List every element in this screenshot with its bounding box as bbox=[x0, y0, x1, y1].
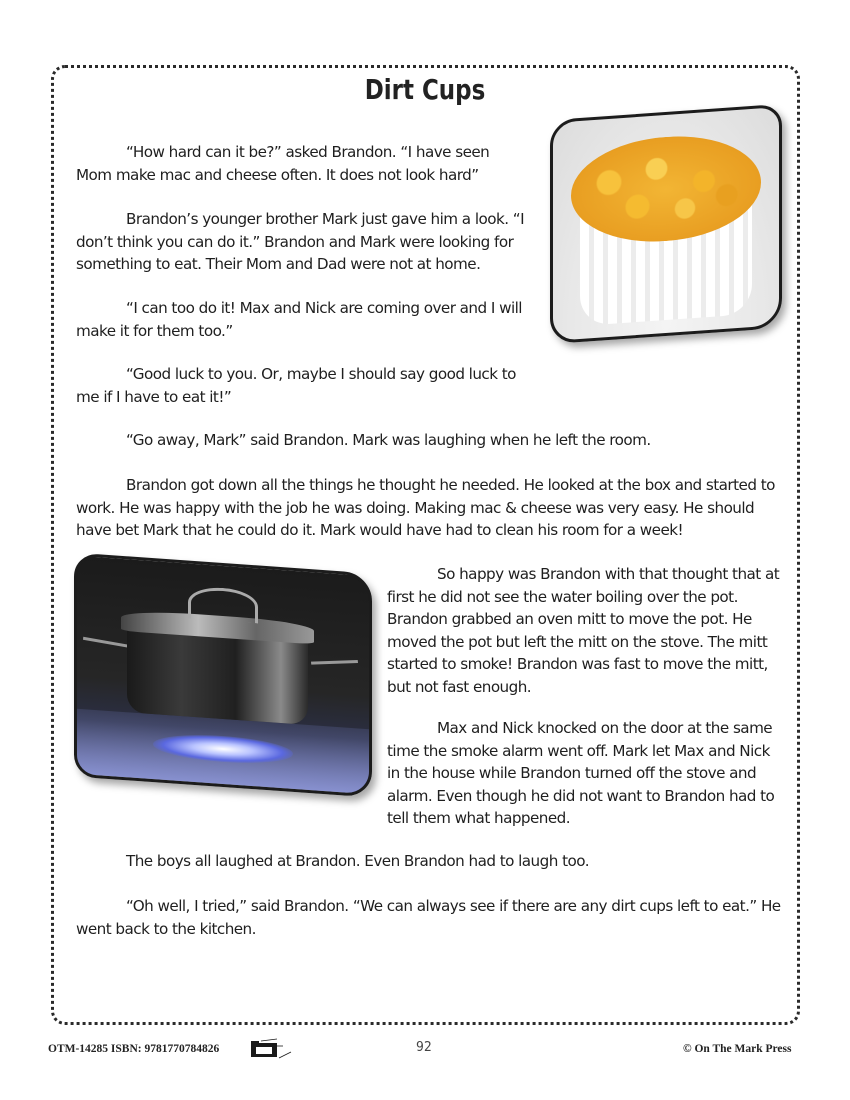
story-paragraph: Brandon got down all the things he thought he needed. He looked at the box and started to work. He was happy with the job he was doing. Making mac & cheese was very easy. He should have bet Mark that he could do it. Mark would have had to clean his room for a week! bbox=[76, 476, 775, 539]
story-paragraph: “How hard can it be?” asked Brandon. “I have seen Mom make mac and cheese often. It does not look hard” bbox=[76, 143, 490, 184]
pot-handle-left bbox=[83, 637, 130, 648]
story-paragraph: “Oh well, I tried,” said Brandon. “We can always see if there are any dirt cups left to eat.” He went back to the kitchen. bbox=[76, 897, 781, 938]
page-number: 92 bbox=[416, 1040, 432, 1055]
story-paragraph: The boys all laughed at Brandon. Even Brandon had to laugh too. bbox=[126, 852, 589, 870]
story-paragraph: So happy was Brandon with that thought that at first he did not see the water boiling over the pot. Brandon grabbed an oven mitt to move the pot. He moved the pot but left the mitt on the stove. The mitt started to smoke! Brandon was fast to move the mitt, but not fast enough. bbox=[387, 565, 780, 696]
story-paragraph: “Good luck to you. Or, maybe I should say good luck to me if I have to eat it!” bbox=[76, 365, 516, 406]
page-title: Dirt Cups bbox=[364, 73, 486, 106]
story-paragraph: Max and Nick knocked on the door at the same time the smoke alarm went off. Mark let Max and Nick in the house while Brandon turned off the stove and alarm. Even though he did not want to Brandon had to tell them what happened. bbox=[387, 719, 775, 827]
pot-handle-right bbox=[311, 660, 358, 665]
story-paragraph: “Go away, Mark” said Brandon. Mark was laughing when he left the room. bbox=[126, 431, 651, 449]
book-logo-icon bbox=[249, 1038, 293, 1060]
story-paragraph: Brandon’s younger brother Mark just gave him a look. “I don’t think you can do it.” Brandon and Mark were looking for something to eat. Their Mom and Dad were not at home. bbox=[76, 210, 525, 273]
mac-and-cheese-photo bbox=[550, 104, 782, 344]
product-code-isbn: OTM-14285 ISBN: 9781770784826 bbox=[48, 1043, 220, 1055]
pot-on-stove-photo bbox=[74, 553, 372, 798]
copyright-notice: © On The Mark Press bbox=[683, 1043, 792, 1055]
lid-knob bbox=[188, 585, 258, 623]
story-paragraph: “I can too do it! Max and Nick are coming over and I will make it for them too.” bbox=[76, 299, 522, 340]
